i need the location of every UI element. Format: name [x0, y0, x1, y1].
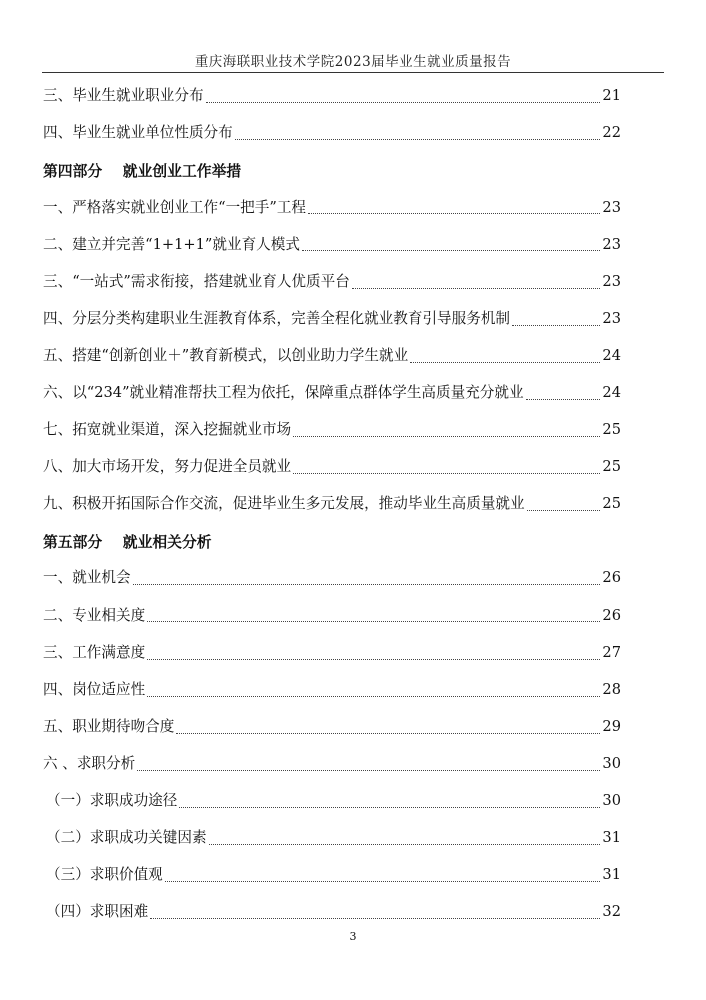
running-header: 重庆海联职业技术学院2023届毕业生就业质量报告 — [194, 54, 512, 70]
toc-entry-label: 一、严格落实就业创业工作“一把手”工程 — [43, 198, 307, 216]
toc-subentry[interactable] — [43, 783, 621, 820]
dot-leader — [150, 917, 600, 919]
table-of-contents — [43, 78, 621, 931]
dot-leader — [293, 435, 600, 437]
toc-entry-page: 25 — [602, 421, 621, 439]
toc-entry-page: 28 — [602, 680, 621, 698]
toc-entry-label: 一、就业机会 — [43, 569, 131, 587]
toc-entry-label: （四）求职困难 — [46, 903, 149, 921]
toc-entry-page: 24 — [602, 346, 621, 364]
toc-entry-page: 23 — [602, 272, 621, 290]
toc-entry-label: 三、毕业生就业职业分布 — [43, 87, 204, 105]
dot-leader — [176, 732, 600, 734]
toc-entry-page: 26 — [602, 606, 621, 624]
toc-entry-page: 25 — [602, 458, 621, 476]
toc-entry[interactable] — [43, 634, 621, 671]
toc-entry-page: 21 — [602, 87, 621, 105]
dot-leader — [147, 695, 600, 697]
toc-entry-label: 二、专业相关度 — [43, 606, 146, 624]
toc-entry-label: 四、分层分类构建职业生涯教育体系，完善全程化就业教育引导服务机制 — [43, 309, 511, 327]
toc-entry-label: 四、岗位适应性 — [43, 680, 146, 698]
toc-entry-page: 27 — [602, 643, 621, 661]
toc-entry-page: 30 — [602, 754, 621, 772]
toc-section-heading: 第四部分 就业创业工作举措 — [43, 163, 242, 181]
toc-entry-label: 八、加大市场开发，努力促进全员就业 — [43, 458, 292, 476]
dot-leader — [165, 880, 601, 882]
toc-entry-label: 四、毕业生就业单位性质分布 — [43, 124, 233, 142]
toc-entry-label: 二、建立并完善“1+1+1”就业育人模式 — [43, 235, 300, 253]
toc-entry-page: 26 — [602, 569, 621, 587]
dot-leader — [206, 101, 601, 103]
header-divider — [42, 72, 664, 73]
dot-leader — [179, 806, 600, 808]
toc-entry[interactable] — [43, 115, 621, 152]
dot-leader — [133, 583, 601, 585]
dot-leader — [235, 138, 601, 140]
dot-leader — [147, 620, 600, 622]
dot-leader — [209, 843, 601, 845]
toc-entry[interactable] — [43, 560, 621, 597]
toc-entry-label: （三）求职价值观 — [46, 866, 163, 884]
toc-entry-page: 24 — [602, 384, 621, 401]
toc-entry-page: 23 — [602, 235, 621, 253]
toc-entry-label: 五、职业期待吻合度 — [43, 717, 175, 735]
toc-entry[interactable] — [43, 449, 621, 486]
toc-entry[interactable] — [43, 338, 621, 375]
toc-entry-label: 六 、求职分析 — [43, 754, 136, 772]
toc-entry-label: 七、拓宽就业渠道，深入挖掘就业市场 — [43, 421, 292, 439]
dot-leader — [293, 472, 600, 474]
dot-leader — [410, 361, 600, 363]
dot-leader — [147, 658, 600, 660]
toc-entry[interactable] — [43, 486, 621, 523]
dot-leader — [527, 509, 601, 511]
page-number: 3 — [349, 930, 357, 943]
dot-leader — [302, 249, 600, 251]
toc-entry[interactable] — [43, 301, 621, 338]
toc-subentry[interactable] — [43, 857, 621, 894]
toc-subentry[interactable] — [43, 820, 621, 857]
dot-leader — [352, 287, 601, 289]
toc-entry[interactable] — [43, 226, 621, 263]
toc-entry[interactable] — [43, 746, 621, 783]
toc-entry[interactable] — [43, 412, 621, 449]
toc-entry-page: 23 — [602, 309, 621, 327]
toc-entry[interactable] — [43, 263, 621, 300]
toc-entry[interactable] — [43, 78, 621, 115]
toc-entry-page: 22 — [602, 124, 621, 142]
dot-leader — [526, 398, 601, 400]
toc-subentry[interactable] — [43, 894, 621, 931]
toc-entry-label: （二）求职成功关键因素 — [46, 829, 207, 847]
toc-entry-label: 九、积极开拓国际合作交流，促进毕业生多元发展，推动毕业生高质量就业 — [43, 495, 525, 513]
toc-entry[interactable] — [43, 189, 621, 226]
toc-entry-label: 六、以“234”就业精准帮扶工程为依托，保障重点群体学生高质量充分就业 — [43, 384, 524, 401]
toc-entry[interactable] — [43, 597, 621, 634]
toc-entry-label: 五、搭建“创新创业＋”教育新模式，以创业助力学生就业 — [43, 346, 409, 364]
toc-entry-label: 三、“一站式”需求衔接，搭建就业育人优质平台 — [43, 272, 350, 290]
toc-entry-page: 23 — [602, 198, 621, 216]
toc-entry-page: 25 — [602, 495, 621, 513]
toc-entry-page: 32 — [602, 903, 621, 921]
toc-entry[interactable] — [43, 709, 621, 746]
toc-entry-page: 31 — [602, 866, 621, 884]
toc-entry[interactable] — [43, 375, 621, 412]
toc-entry-page: 29 — [602, 717, 621, 735]
dot-leader — [137, 769, 600, 771]
toc-section-heading: 第五部分 就业相关分析 — [43, 534, 212, 552]
toc-entry-page: 31 — [602, 829, 621, 847]
dot-leader — [512, 324, 600, 326]
toc-entry[interactable] — [43, 672, 621, 709]
toc-entry-label: 三、工作满意度 — [43, 643, 146, 661]
toc-entry-page: 30 — [602, 792, 621, 810]
toc-entry-label: （一）求职成功途径 — [46, 792, 178, 810]
dot-leader — [308, 212, 600, 214]
